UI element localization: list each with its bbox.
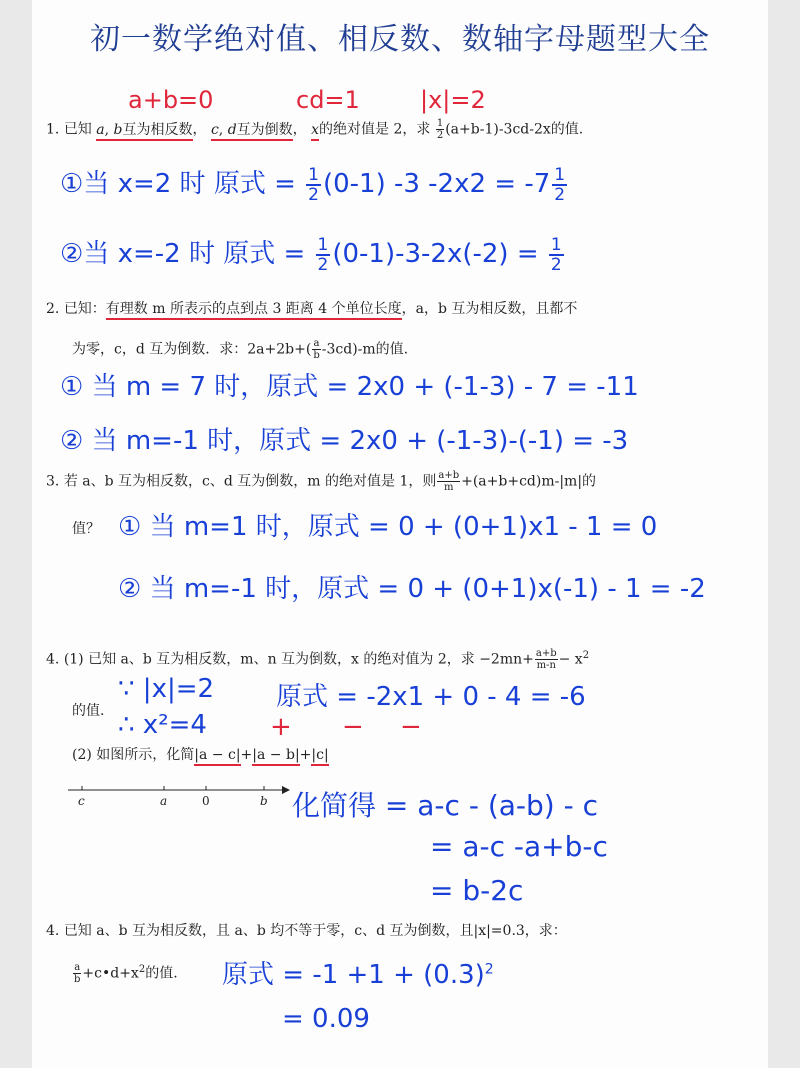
underline-m-condition: 有理数 m 所表示的点到点 3 距离 4 个单位长度 bbox=[106, 301, 402, 320]
handwriting-simplify-3: = b-2c bbox=[430, 874, 524, 907]
handwriting-2b: ② 当 m=-1 时，原式 = 2x0 + (-1-3)-(-1) = -3 bbox=[60, 426, 629, 456]
handwriting-simplify-1: 化简得 = a-c - (a-b) - c bbox=[292, 789, 599, 822]
problem-1-text: 1. 已知 a, b互为相反数， c, d互为倒数， x的绝对值是 2，求 $\frac{1}{2}$ (a+b-1)-3cd-2x的值. bbox=[46, 118, 584, 141]
problem-3-line-1: 3. 若 a、b 互为相反数，c、d 互为倒数，m 的绝对值是 1，则 $\frac{a+b}{m}$ +(a+b+cd)m-|m|的 bbox=[46, 470, 597, 493]
problem-4-part-2: (2) 如图所示，化简|a − c|+|a − b|+|c| bbox=[72, 744, 329, 764]
underline-x: x bbox=[311, 122, 319, 141]
abs-c: |c| bbox=[311, 747, 328, 766]
problem-1-lead: 已知 bbox=[63, 121, 92, 138]
handwriting-4-given: ∵ |x|=2 bbox=[118, 674, 215, 704]
handwriting-4-result: 原式 = -2x1 + 0 - 4 = -6 bbox=[276, 682, 586, 712]
handwriting-3a: ① 当 m=1 时，原式 = 0 + (0+1)x1 - 1 = 0 bbox=[118, 512, 658, 542]
abs-a-minus-c: |a − c| bbox=[194, 747, 240, 766]
problem-5-line-1: 4. 已知 a、b 互为相反数，且 a、b 均不等于零，c、d 互为倒数，且|x|=0.3，求： bbox=[46, 923, 567, 939]
axis-label-b: b bbox=[260, 794, 268, 808]
abs-a-minus-b: |a − b| bbox=[252, 747, 299, 766]
problem-3-line-2: 值？ bbox=[72, 521, 100, 537]
problem-2-line-1: 2. 已知：有理数 m 所表示的点到点 3 距离 4 个单位长度，a，b 互为相反数，且都不 bbox=[46, 298, 577, 318]
problem-2-line-2: 为零，c，d 互为倒数．求：2a+2b+( $\frac{a}{b}$ -3cd)-m的值. bbox=[72, 338, 409, 361]
sign-minus-2: − bbox=[400, 712, 422, 742]
underline-cd: c, d互为倒数 bbox=[211, 122, 293, 141]
problem-5-line-2: $\frac{a}{b}$ $+c•d+x^2$的值. bbox=[74, 962, 178, 985]
handwriting-simplify-2: = a-c -a+b-c bbox=[430, 830, 608, 863]
underline-ab: a, b互为相反数 bbox=[96, 122, 192, 141]
page-title: 初一数学绝对值、相反数、数轴字母题型大全 bbox=[90, 22, 710, 57]
problem-1-expression: (a+b-1)-3cd-2x bbox=[445, 121, 551, 138]
handwriting-2a: ① 当 m = 7 时，原式 = 2x0 + (-1-3) - 7 = -11 bbox=[60, 372, 639, 402]
handwriting-4-square: ∴ x²=4 bbox=[118, 710, 207, 740]
axis-label-zero: 0 bbox=[202, 794, 210, 808]
fraction-half: $\frac{1}{2}$ bbox=[436, 118, 444, 141]
annotation-a-plus-b: a+b=0 bbox=[128, 86, 214, 114]
handwriting-1a: ①当 x=2 时 原式 = $\frac{1}{2}$ (0-1) -3 -2x2 = -7 $\frac{1}{2}$ bbox=[60, 164, 566, 205]
handwriting-5b: = 0.09 bbox=[282, 1004, 370, 1034]
annotation-cd: cd=1 bbox=[296, 86, 360, 114]
annotation-abs-x: |x|=2 bbox=[420, 86, 486, 114]
number-line bbox=[60, 780, 290, 810]
sign-plus: + bbox=[270, 712, 292, 742]
number-line-arrow bbox=[282, 786, 290, 794]
handwriting-1b: ②当 x=-2 时 原式 = $\frac{1}{2}$ (0-1)-3-2x(-2) = $\frac{1}{2}$ bbox=[60, 234, 562, 275]
handwriting-5a: 原式 = $-1 +1 + (0.3)^2$ bbox=[222, 960, 494, 990]
axis-label-c: c bbox=[78, 794, 85, 808]
problem-4-part-1: 4. (1) 已知 a、b 互为相反数，m、n 互为倒数，x 的绝对值为 2，求 −2mn+ $\frac{a+b}{m-n}$ − $x^2$ bbox=[46, 648, 590, 671]
problem-1-number: 1. bbox=[46, 121, 60, 138]
axis-label-a: a bbox=[160, 794, 168, 808]
sign-minus-1: − bbox=[342, 712, 364, 742]
problem-4-line-2: 的值. bbox=[72, 703, 105, 719]
handwriting-3b: ② 当 m=-1 时，原式 = 0 + (0+1)x(-1) - 1 = -2 bbox=[118, 574, 706, 604]
